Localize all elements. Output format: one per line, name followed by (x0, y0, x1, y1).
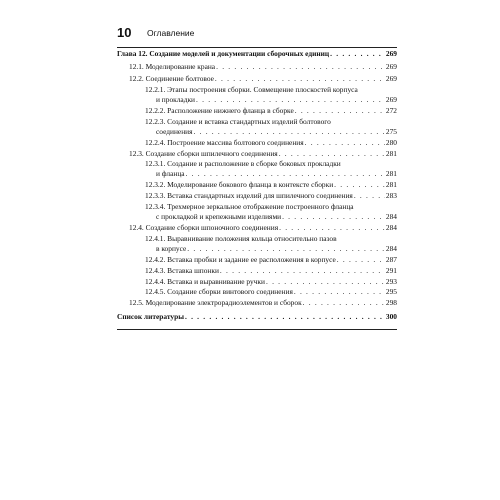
toc-entry-title-cont: соединения (156, 127, 193, 136)
toc-entry-subsection[interactable] (117, 127, 397, 137)
toc-entry-page: 284 (385, 212, 397, 221)
toc-entry-page: 269 (385, 95, 397, 104)
toc-entry-subsection[interactable] (117, 255, 397, 265)
leader-dots (305, 138, 385, 148)
toc-entry-chapter[interactable] (117, 49, 397, 59)
leader-dots (186, 169, 385, 179)
header-rule (117, 47, 397, 48)
toc-entry-page: 281 (385, 180, 397, 189)
leader-dots (295, 106, 385, 116)
toc-entry-title: 12.4. Создание сборки шпоночного соединения (129, 223, 279, 232)
toc-entry-title: 12.5. Моделирование электрорадиоэлементов и сборок (129, 298, 302, 307)
toc-entry-title: 12.4.3. Вставка шпонки (145, 266, 219, 275)
toc-entry-subsection[interactable] (117, 95, 397, 105)
toc-entry-title: 12.2.2. Расположение нижнего фланца в сборке (145, 106, 294, 115)
toc-entry-page: 281 (385, 169, 397, 178)
toc-entry-title: 12.3. Создание сборки шпилечного соединения (129, 149, 278, 158)
toc-entry-title-cont: в корпусе (156, 244, 187, 253)
leader-dots (279, 149, 385, 159)
toc-entry-title-cont: и прокладки (156, 95, 196, 104)
toc-entry-page: 269 (385, 49, 397, 58)
toc-entry-title: 12.4.5. Создание сборки винтового соединения (145, 287, 293, 296)
toc-entry-title-line1[interactable]: 12.4.1. Выравнивание положения кольца относительно пазов (145, 234, 337, 243)
leader-dots (216, 62, 385, 72)
toc-entry-subsection[interactable] (117, 266, 397, 276)
toc-entry-page: 283 (385, 191, 397, 200)
toc-entry-subsection[interactable] (117, 180, 397, 190)
leader-dots (187, 244, 385, 254)
toc-entry-title-line1[interactable]: 12.2.1. Этапы построения сборки. Совмещение плоскостей корпуса (145, 85, 358, 94)
toc-entry-page: 295 (385, 287, 397, 296)
leader-dots (294, 287, 385, 297)
leader-dots (194, 127, 385, 137)
leader-dots (354, 191, 385, 201)
leader-dots (282, 212, 385, 222)
toc-entry-page: 280 (385, 138, 397, 147)
toc-entry-subsection[interactable] (117, 138, 397, 148)
toc-entry-title: 12.3.2. Моделирование бокового фланца в контексте сборки (145, 180, 334, 189)
toc-entry-page: 269 (385, 62, 397, 71)
toc-entry-section[interactable] (117, 74, 397, 84)
toc-entry-subsection[interactable] (117, 244, 397, 254)
leader-dots (303, 298, 385, 308)
toc-entry-page: 281 (385, 149, 397, 158)
toc-entry-bibliography[interactable] (117, 312, 397, 322)
toc-entry-section[interactable] (117, 298, 397, 308)
footer-rule (117, 329, 397, 330)
leader-dots (334, 180, 385, 190)
toc-entry-title: 12.1. Моделирование крана (129, 62, 216, 71)
toc-entry-title: 12.3.3. Вставка стандартных изделий для шпилечного соединения (145, 191, 353, 200)
toc-entry-title-line1[interactable]: 12.3.1. Создание и расположение в сборке боковых прокладки (145, 159, 341, 168)
leader-dots (279, 223, 385, 233)
toc-entry-page: 300 (385, 312, 397, 321)
toc-entry-title: 12.2.4. Построение массива болтового соединения (145, 138, 304, 147)
toc-entry-title-cont: с прокладкой и крепежными изделиями (156, 212, 282, 221)
toc-entry-title: Глава 12. Создание моделей и документации сборочных единиц (117, 49, 330, 58)
toc-entry-title: 12.2. Соединение болтовое (129, 74, 214, 83)
leader-dots (215, 74, 385, 84)
toc-entry-page: 287 (385, 255, 397, 264)
toc-entry-subsection[interactable] (117, 191, 397, 201)
toc-entry-page: 293 (385, 277, 397, 286)
toc-entry-section[interactable] (117, 223, 397, 233)
toc-entry-page: 272 (385, 106, 397, 115)
toc-entry-title-cont: и фланца (156, 169, 185, 178)
toc-entry-page: 291 (385, 266, 397, 275)
toc-entry-section[interactable] (117, 62, 397, 72)
leader-dots (185, 312, 385, 322)
page-number: 10 (117, 25, 132, 40)
leader-dots (266, 277, 385, 287)
leader-dots (220, 266, 385, 276)
leader-dots (337, 255, 385, 265)
leader-dots (330, 49, 385, 59)
toc-entry-title: 12.4.2. Вставка пробки и задание ее расположения в корпусе (145, 255, 336, 264)
toc-entry-page: 298 (385, 298, 397, 307)
toc-entry-title-line1[interactable]: 12.2.3. Создание и вставка стандартных изделий болтового (145, 117, 331, 126)
toc-entry-page: 284 (385, 223, 397, 232)
toc-entry-page: 269 (385, 74, 397, 83)
toc-entry-title: Список литературы (117, 312, 184, 321)
leader-dots (196, 95, 385, 105)
toc-entry-page: 275 (385, 127, 397, 136)
toc-entry-section[interactable] (117, 149, 397, 159)
toc-entry-title-line1[interactable]: 12.3.4. Трехмерное зеркальное отображение построенного фланца (145, 202, 354, 211)
toc-entry-subsection[interactable] (117, 277, 397, 287)
toc-entry-title: 12.4.4. Вставка и выравнивание ручки (145, 277, 265, 286)
toc-entry-subsection[interactable] (117, 287, 397, 297)
toc-entry-subsection[interactable] (117, 212, 397, 222)
toc-entry-page: 284 (385, 244, 397, 253)
running-head: Оглавление (147, 28, 195, 38)
page-header (117, 26, 397, 42)
toc-entry-subsection[interactable] (117, 106, 397, 116)
toc-entry-subsection[interactable] (117, 169, 397, 179)
